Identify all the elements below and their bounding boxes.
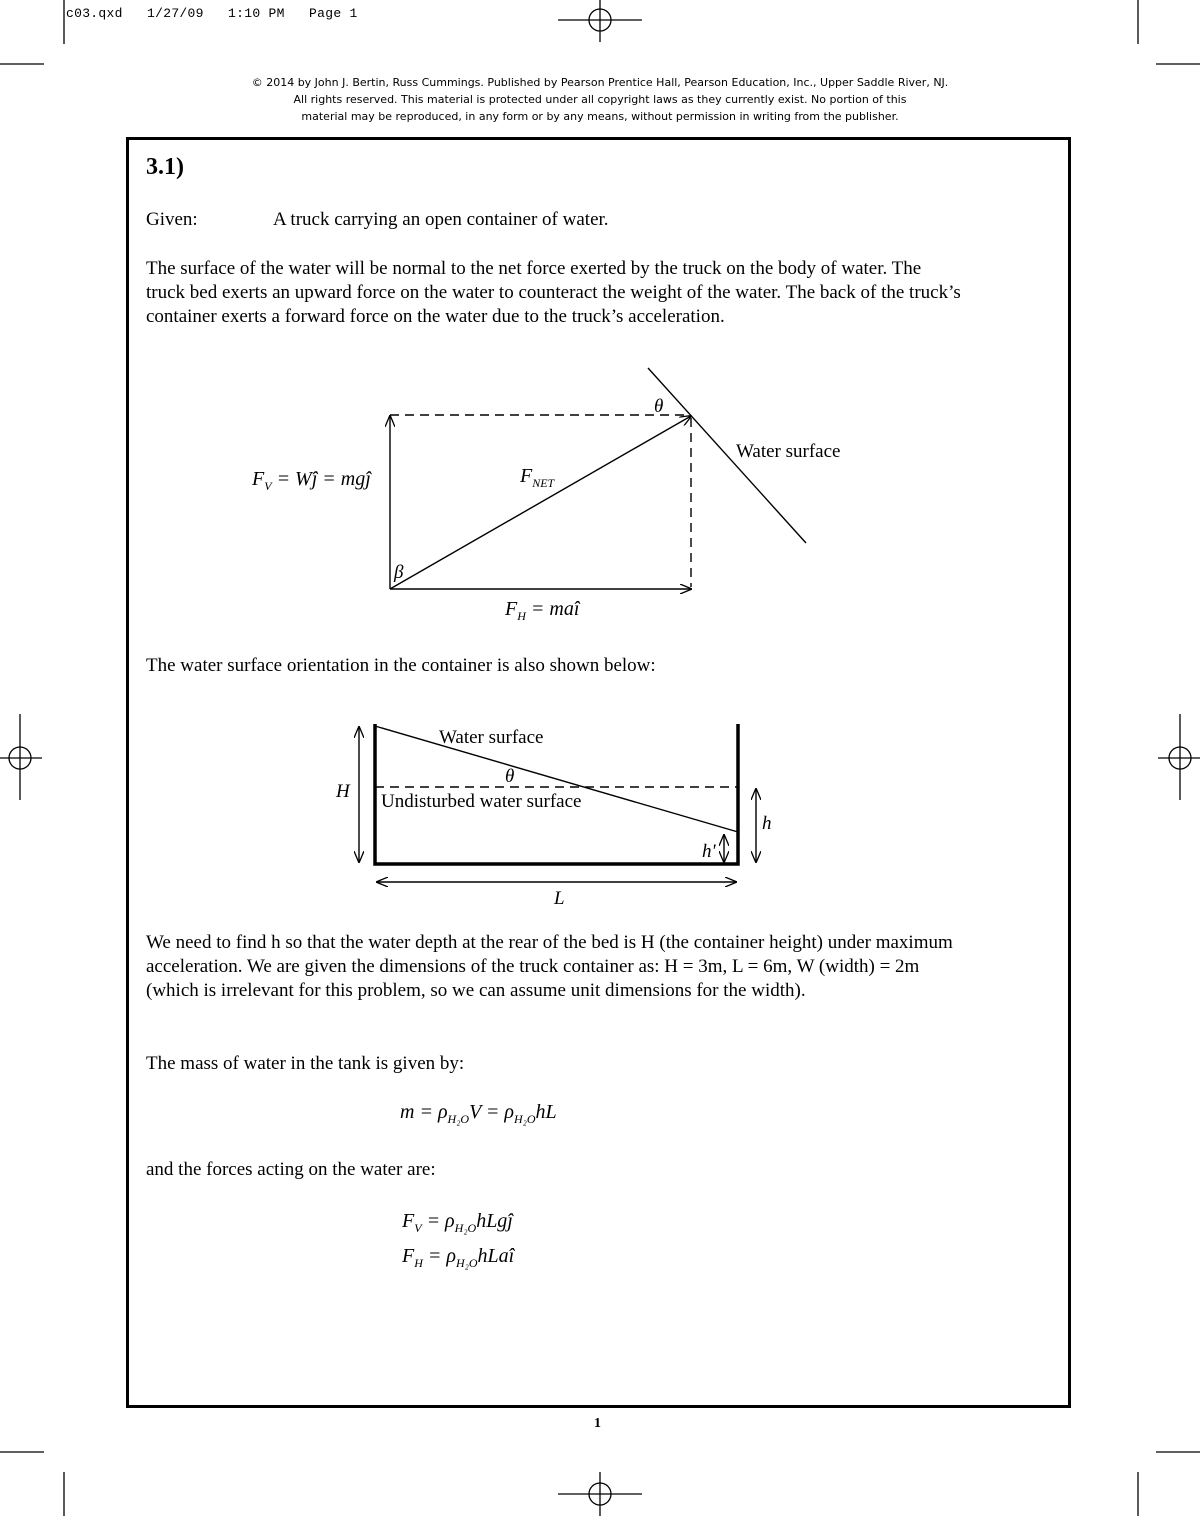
h-prime-label: h' (702, 841, 716, 862)
paragraph-net-force: The surface of the water will be normal to the net force exerted by the truck on the body of water. The truck bed exerts an upward force on the water to counteract the weight of the water. The back of the truck’s container exerts a forward force on the water due to the truck’s acceleration. (146, 258, 961, 327)
page-number: 1 (594, 1416, 601, 1431)
undisturbed-surface-label: Undisturbed water surface (381, 791, 582, 812)
L-label: L (554, 888, 565, 909)
water-surface-label-1: Water surface (736, 441, 841, 462)
paragraph-forces: and the forces acting on the water are: (146, 1159, 436, 1180)
water-surface-label-2: Water surface (439, 727, 544, 748)
h-label: h (762, 813, 772, 834)
equation-fh: $F_H$ = $\rho_{H_2O}hLaî$ (402, 1245, 515, 1270)
paragraph-mass: The mass of water in the tank is given by: (146, 1053, 465, 1074)
given-text: A truck carrying an open container of water. (273, 209, 609, 230)
paragraph-orientation: The water surface orientation in the container is also shown below: (146, 655, 656, 676)
copyright-line-2: All rights reserved. This material is protected under all copyright laws as they currently exist. No portion of this (293, 93, 907, 106)
equation-mass: $m = \rho_{H_2O}V = \rho_{H_2O}hL$ (400, 1101, 557, 1126)
tilted-water-surface (375, 726, 738, 832)
theta-label-2: θ (505, 766, 515, 787)
equation-fv: $F_V$ = $\rho_{H_2O}hLgĵ$ (402, 1210, 513, 1235)
copyright-line-3: material may be reproduced, in any form or by any means, without permission in writing from the publisher. (301, 110, 899, 123)
H-label: H (336, 781, 350, 802)
fh-label: $F_H$ = maî (505, 598, 580, 623)
fv-label: $F_V$ = Wĵ = mgĵ (252, 468, 371, 493)
copyright-line-1: © 2014 by John J. Bertin, Russ Cummings. Published by Pearson Prentice Hall, Pearson Education, Inc., Upper Saddle River, NJ. (251, 76, 949, 89)
problem-number: 3.1) (146, 154, 184, 180)
print-slug: c03.qxd 1/27/09 1:10 PM Page 1 (66, 6, 358, 21)
beta-label: β (394, 562, 404, 583)
theta-label: θ (654, 396, 664, 417)
given-label: Given: (146, 209, 198, 230)
paragraph-find-h: We need to find h so that the water depth at the rear of the bed is H (the container height) under maximum acceleration. We are given the dimensions of the truck container as: H = 3m, L = 6m, W (width) = 2m (which is irrelevant for this problem, so we can assume unit dimensions for the width). (146, 932, 953, 1001)
fnet-label: $F_{NET}$ (520, 465, 555, 490)
